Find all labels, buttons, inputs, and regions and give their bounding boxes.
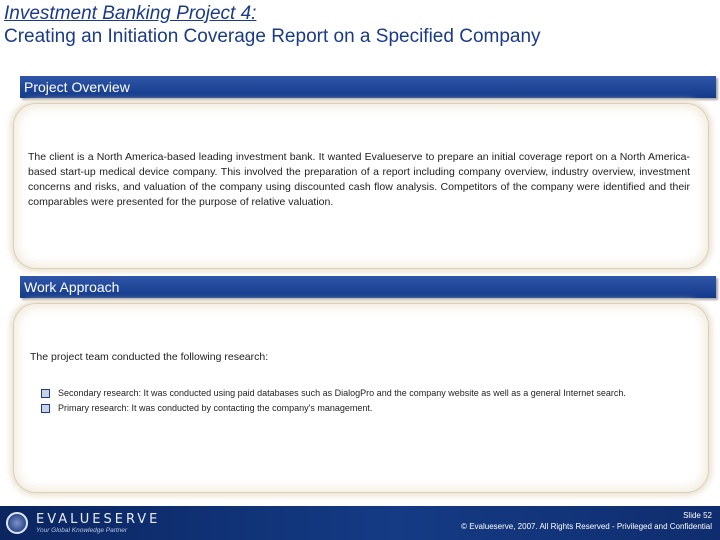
list-item [40,386,690,401]
square-bullet-icon [41,404,50,413]
overview-panel [14,104,708,268]
work-approach-intro: The project team conducted the following research: [30,351,269,363]
work-approach-panel [14,304,708,492]
list-item [40,401,690,416]
company-tagline: Your Global Knowledge Partner [36,527,128,534]
company-logo-name: EVALUESERVE [36,512,161,527]
slide-title-subject: Creating an Initiation Coverage Report on a Specified Company [4,26,541,47]
slide-number: Slide 52 [683,511,712,520]
section-heading-work-approach: Work Approach [20,276,716,298]
section-heading-overview: Project Overview [20,76,716,98]
title-block [4,2,716,48]
square-bullet-icon [41,389,50,398]
bullet-text: Primary research: It was conducted by contacting the company's management. [58,403,373,413]
footer-info [461,510,712,532]
slide-title-project: Investment Banking Project 4: [4,3,257,24]
globe-logo-icon [6,512,28,534]
research-list [40,386,690,416]
overview-text: The client is a North America-based leading investment bank. It wanted Evalueserve to prepare an initial coverage report on a North America-based start-up medical device company. This involved the preparation of a report including company overview, industry overview, investment concerns and risks, and valuation of the company using discounted cash flow analysis. Competitors of the company were identified and their comparables were presented for the purpose of relative valuation. [28,151,690,208]
copyright-text: © Evalueserve, 2007. All Rights Reserved - Privileged and Confidential [461,522,712,531]
bullet-text: Secondary research: It was conducted using paid databases such as DialogPro and the company website as well as a general Internet search. [58,388,626,398]
